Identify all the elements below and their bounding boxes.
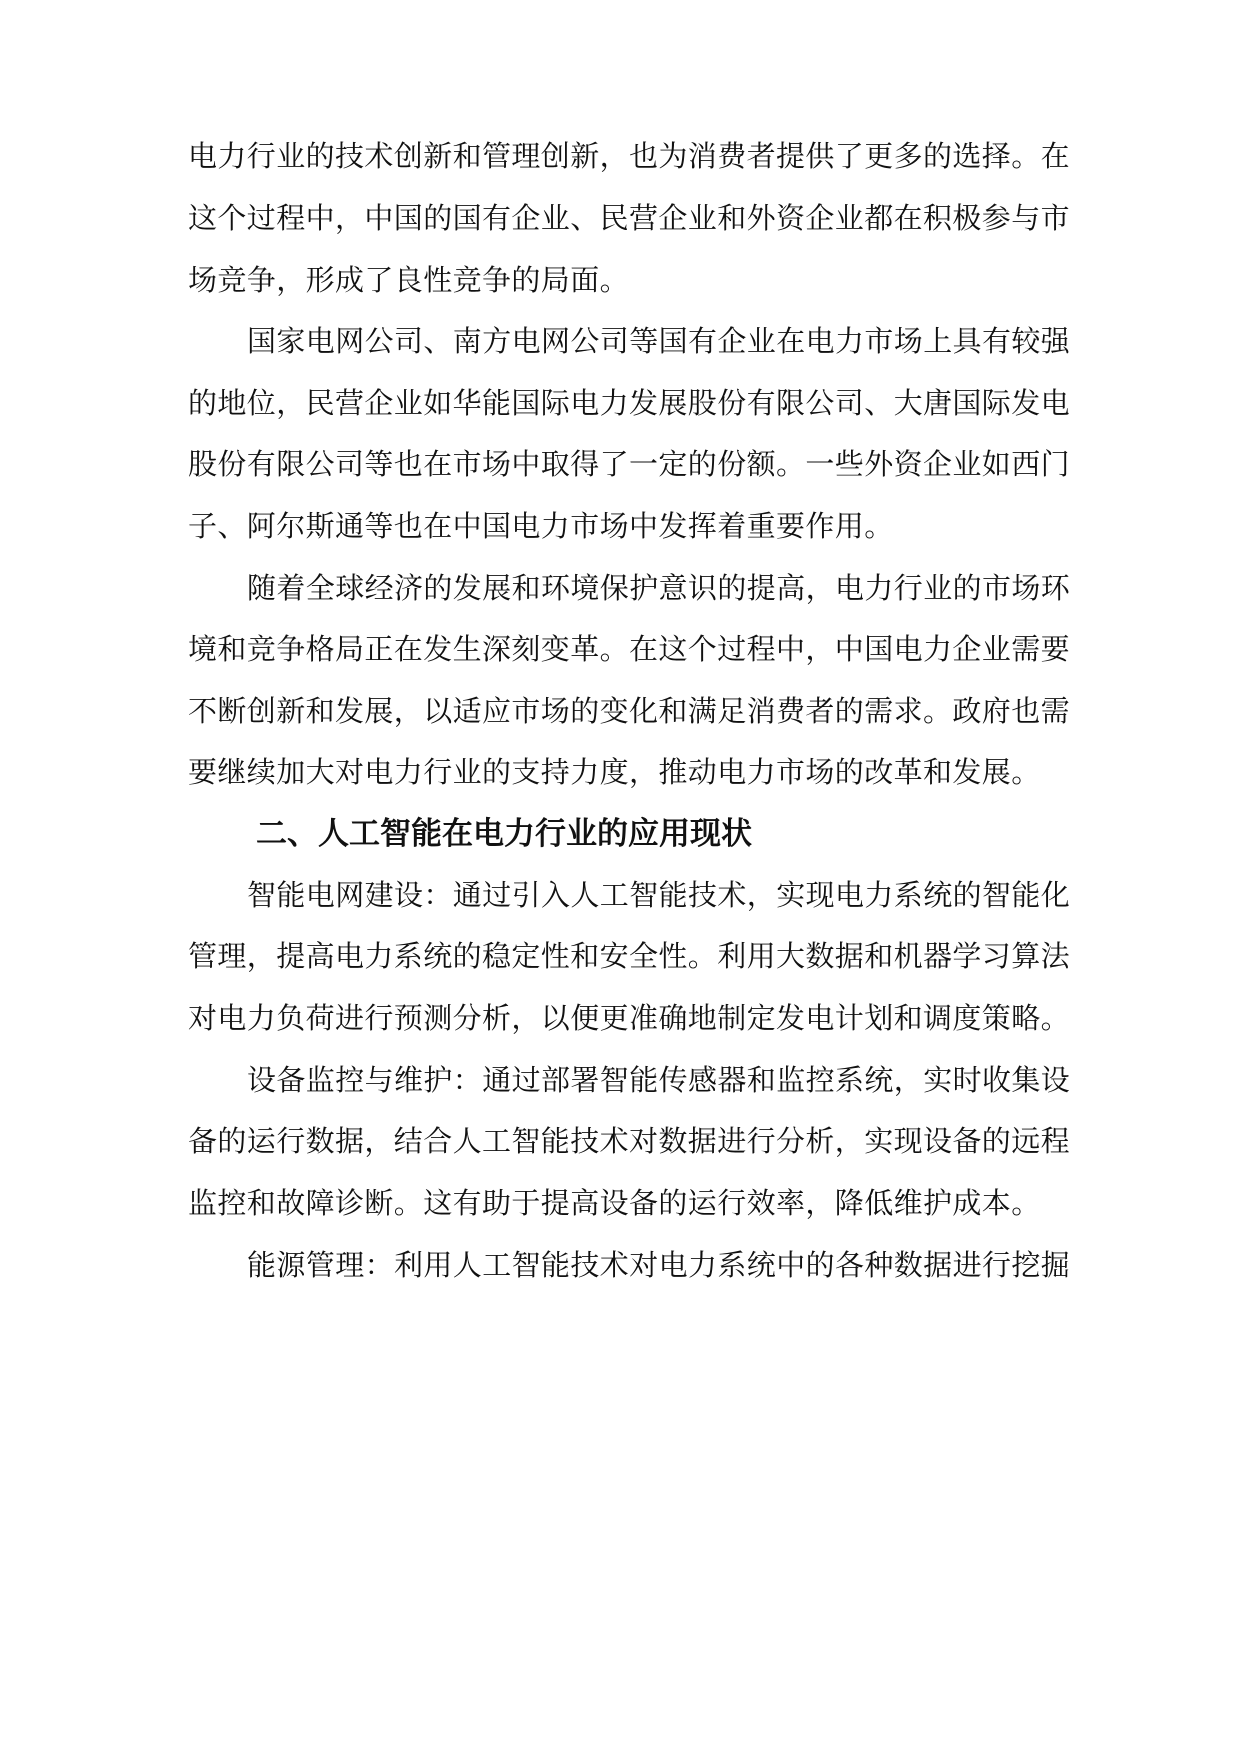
paragraph-line: 智能电网建设：通过引入人工智能技术，实现电力系统的智能化 [247,878,1071,912]
paragraph-line: 备的运行数据，结合人工智能技术对数据进行分析，实现设备的远程 [188,1124,1071,1158]
paragraph-line: 电力行业的技术创新和管理创新，也为消费者提供了更多的选择。在 [188,139,1071,173]
paragraph-line: 这个过程中，中国的国有企业、民营企业和外资企业都在积极参与市 [188,201,1071,235]
paragraph-line: 不断创新和发展，以适应市场的变化和满足消费者的需求。政府也需 [188,694,1071,728]
paragraph-line: 管理，提高电力系统的稳定性和安全性。利用大数据和机器学习算法 [188,939,1071,973]
paragraph-line: 对电力负荷进行预测分析，以便更准确地制定发电计划和调度策略。 [188,1001,1071,1035]
section-heading: 二、人工智能在电力行业的应用现状 [256,816,752,852]
paragraph-line: 子、阿尔斯通等也在中国电力市场中发挥着重要作用。 [188,509,894,543]
paragraph-line: 要继续加大对电力行业的支持力度，推动电力市场的改革和发展。 [188,755,1041,789]
paragraph-line: 国家电网公司、南方电网公司等国有企业在电力市场上具有较强 [247,324,1071,358]
paragraph-line: 股份有限公司等也在市场中取得了一定的份额。一些外资企业如西门 [188,447,1071,481]
paragraph-line: 能源管理：利用人工智能技术对电力系统中的各种数据进行挖掘 [247,1248,1071,1282]
paragraph-line: 监控和故障诊断。这有助于提高设备的运行效率，降低维护成本。 [188,1186,1041,1220]
paragraph-line: 境和竞争格局正在发生深刻变革。在这个过程中，中国电力企业需要 [188,632,1071,666]
paragraph-line: 场竞争，形成了良性竞争的局面。 [188,263,630,297]
paragraph-line: 设备监控与维护：通过部署智能传感器和监控系统，实时收集设 [247,1063,1071,1097]
paragraph-line: 随着全球经济的发展和环境保护意识的提高，电力行业的市场环 [247,571,1071,605]
paragraph-line: 的地位，民营企业如华能国际电力发展股份有限公司、大唐国际发电 [188,386,1071,420]
